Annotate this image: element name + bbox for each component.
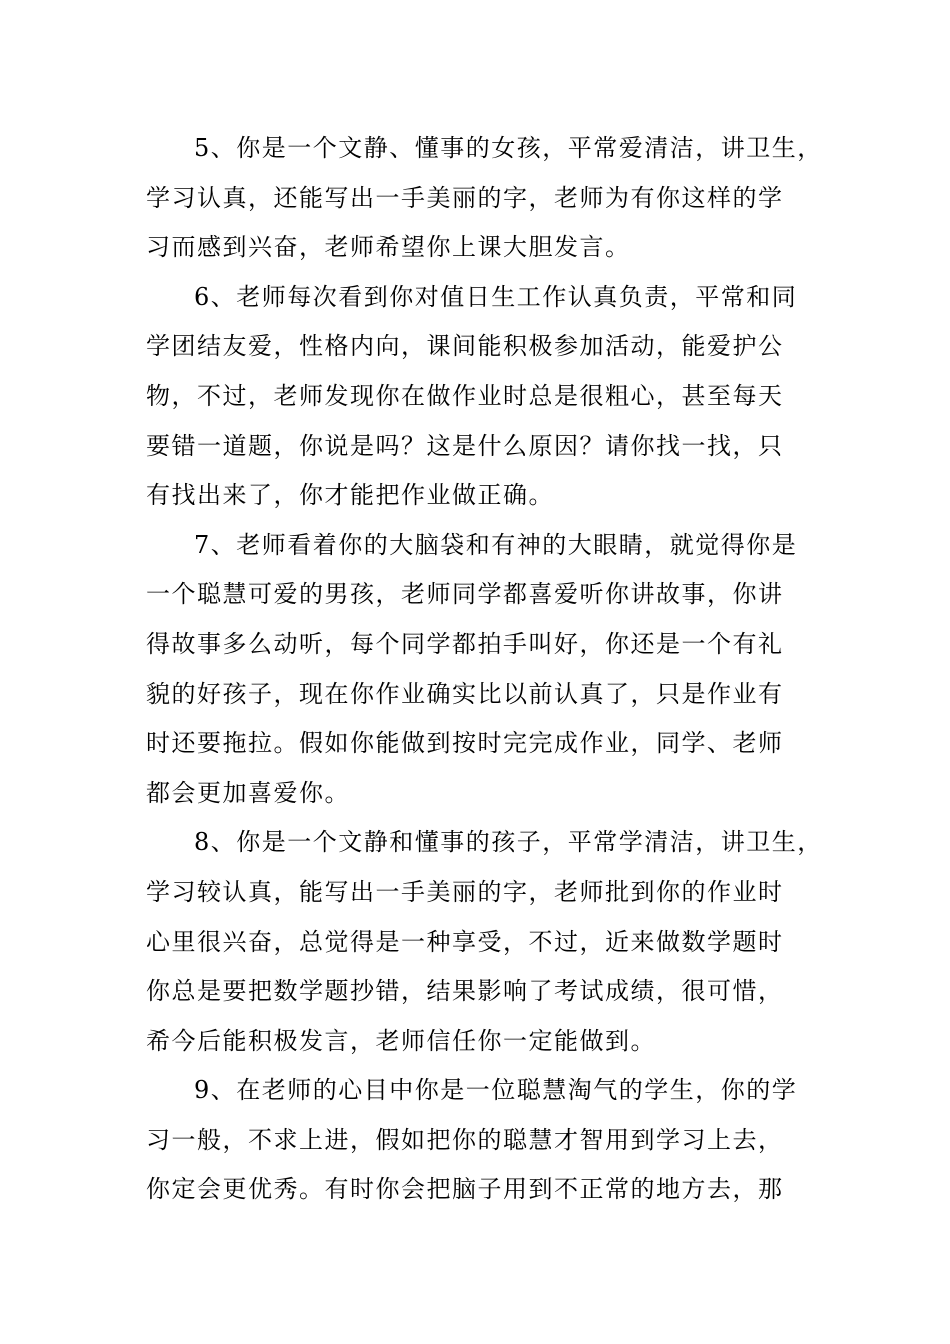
text-line: 学习认真，还能写出一手美丽的字，老师为有你这样的学 (146, 183, 784, 212)
text-line: 希今后能积极发言，老师信任你一定能做到。 (146, 1026, 656, 1055)
text-line: 都会更加喜爱你。 (146, 778, 350, 807)
text-line: 心里很兴奋，总觉得是一种享受，不过，近来做数学题时 (146, 927, 784, 956)
text-line: 7、老师看着你的大脑袋和有神的大眼睛，就觉得你是 (194, 530, 798, 559)
paragraph-6 (146, 273, 806, 521)
text-line: 8、你是一个文静和懂事的孩子，平常学清洁，讲卫生， (194, 828, 823, 857)
text-line: 你定会更优秀。有时你会把脑子用到不正常的地方去，那 (146, 1175, 784, 1204)
paragraph-7 (146, 521, 806, 819)
text-line: 学团结友爱，性格内向，课间能积极参加活动，能爱护公 (146, 332, 784, 361)
text-line: 习而感到兴奋，老师希望你上课大胆发言。 (146, 233, 631, 262)
paragraph-9 (146, 1066, 806, 1215)
text-line: 时还要拖拉。假如你能做到按时完完成作业，同学、老师 (146, 729, 784, 758)
text-line: 要错一道题，你说是吗？这是什么原因？请你找一找，只 (146, 431, 784, 460)
text-line: 貌的好孩子，现在你作业确实比以前认真了，只是作业有 (146, 679, 784, 708)
text-line: 物，不过，老师发现你在做作业时总是很粗心，甚至每天 (146, 381, 784, 410)
document-body (146, 124, 823, 1215)
text-line: 9、在老师的心目中你是一位聪慧淘气的学生，你的学 (194, 1076, 798, 1105)
text-line: 有找出来了，你才能把作业做正确。 (146, 481, 554, 510)
text-line: 学习较认真，能写出一手美丽的字，老师批到你的作业时 (146, 877, 784, 906)
text-line: 习一般，不求上进，假如把你的聪慧才智用到学习上去， (146, 1125, 784, 1154)
text-line: 你总是要把数学题抄错，结果影响了考试成绩，很可惜， (146, 977, 784, 1006)
text-line: 一个聪慧可爱的男孩，老师同学都喜爱听你讲故事，你讲 (146, 580, 784, 609)
paragraph-5 (146, 124, 823, 273)
text-line: 6、老师每次看到你对值日生工作认真负责，平常和同 (194, 282, 798, 311)
text-line: 5、你是一个文静、懂事的女孩，平常爱清洁，讲卫生， (194, 134, 823, 162)
paragraph-8 (146, 818, 823, 1066)
text-line: 得故事多么动听，每个同学都拍手叫好，你还是一个有礼 (146, 629, 784, 658)
